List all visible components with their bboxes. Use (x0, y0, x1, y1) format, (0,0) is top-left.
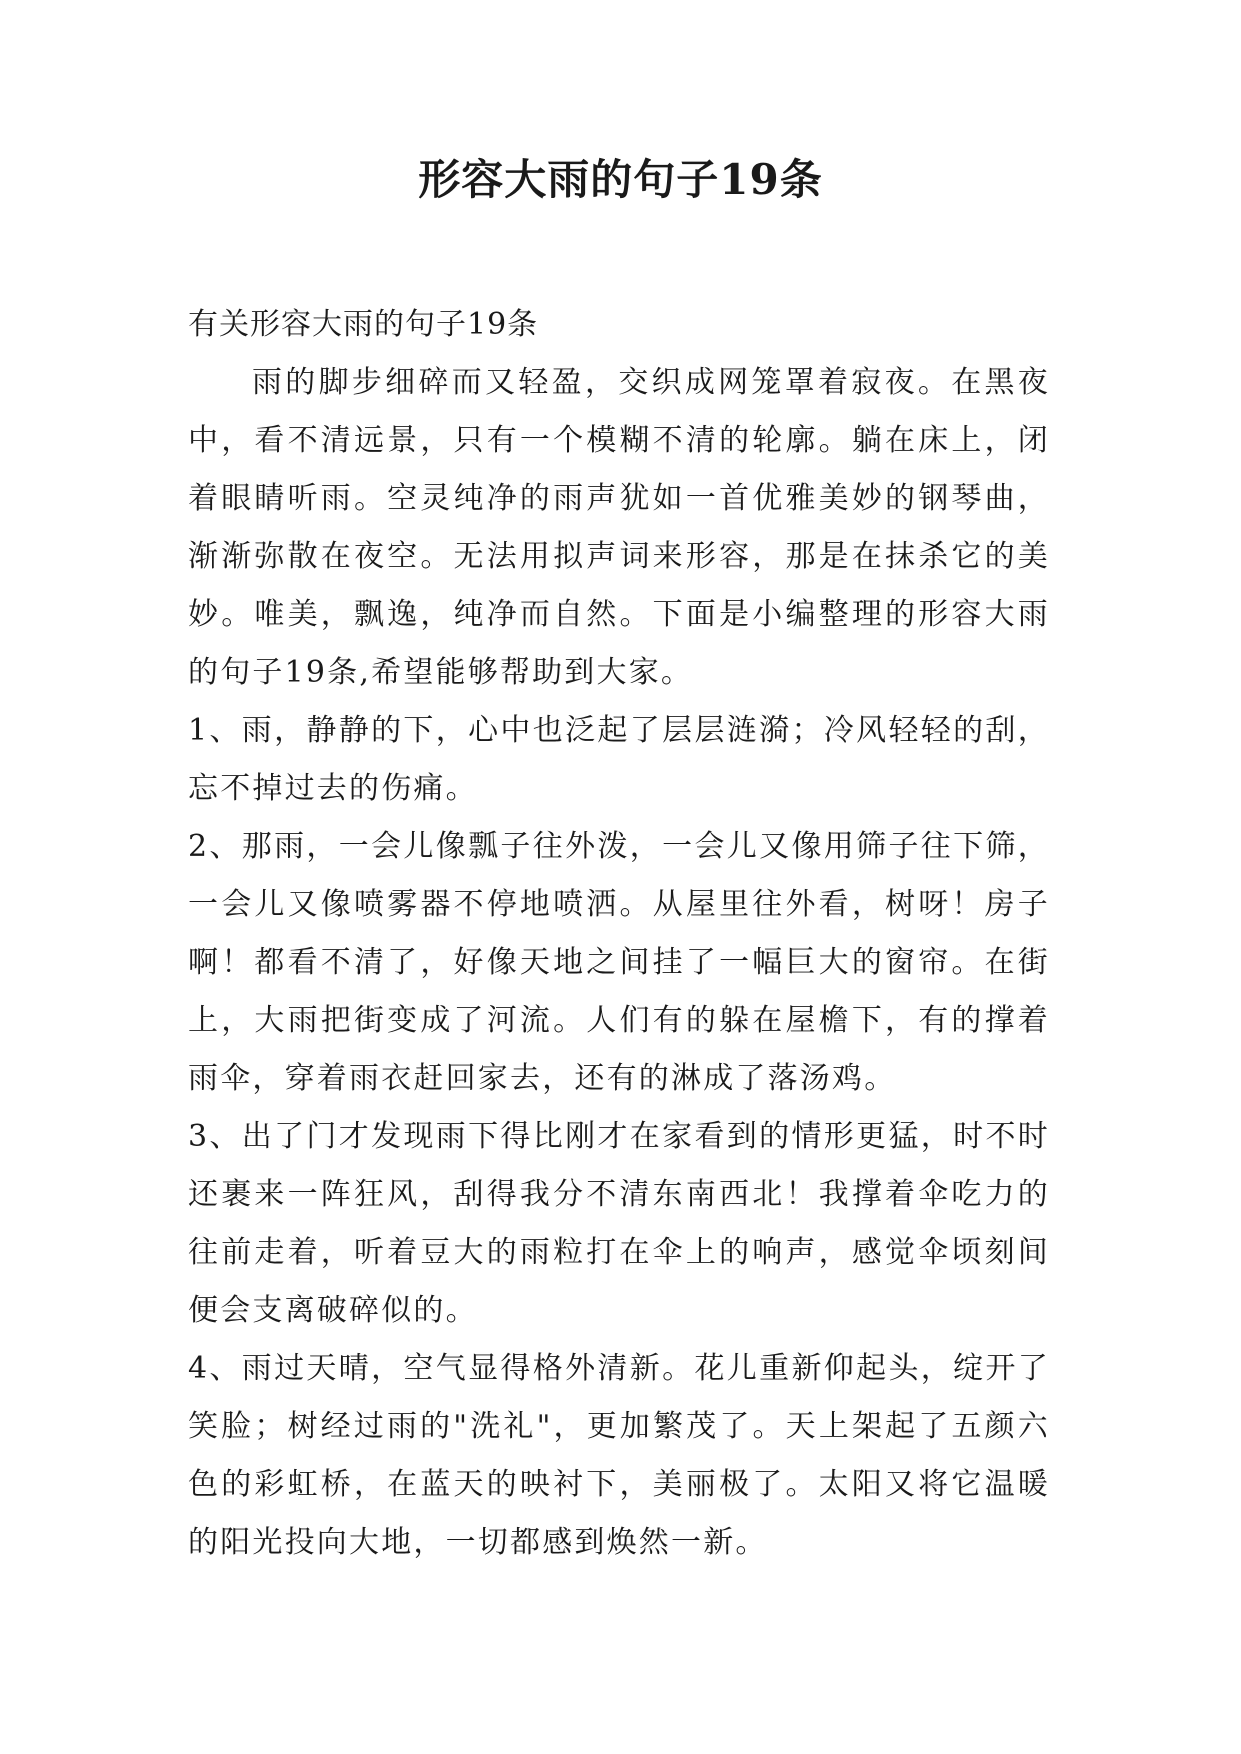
list-item: 2、那雨，一会儿像瓢子往外泼，一会儿又像用筛子往下筛，一会儿又像喷雾器不停地喷洒。从屋里往外看，树呀！房子啊！都看不清了，好像天地之间挂了一幅巨大的窗帘。在街上，大雨把街变成了河流。人们有的躲在屋檐下，有的撑着雨伞，穿着雨衣赶回家去，还有的淋成了落汤鸡。 (188, 829, 1050, 1096)
document-subtitle: 有关形容大雨的句子19条 (188, 307, 539, 342)
list-item: 1、雨，静静的下，心中也泛起了层层涟漪；冷风轻轻的刮，忘不掉过去的伤痛。 (188, 713, 1050, 806)
document-body (188, 296, 1050, 1572)
list-item: 3、出了门才发现雨下得比刚才在家看到的情形更猛，时不时还裹来一阵狂风，刮得我分不清东南西北！我撑着伞吃力的往前走着，听着豆大的雨粒打在伞上的响声，感觉伞顷刻间便会支离破碎似的。 (188, 1119, 1050, 1328)
intro-paragraph: 雨的脚步细碎而又轻盈，交织成网笼罩着寂夜。在黑夜中，看不清远景，只有一个模糊不清的轮廓。躺在床上，闭着眼睛听雨。空灵纯净的雨声犹如一首优雅美妙的钢琴曲，渐渐弥散在夜空。无法用拟声词来形容，那是在抹杀它的美妙。唯美，飘逸，纯净而自然。下面是小编整理的形容大雨的句子19条,希望能够帮助到大家。 (188, 365, 1050, 690)
document-title: 形容大雨的句子19条 (418, 155, 823, 204)
list-item: 4、雨过天晴，空气显得格外清新。花儿重新仰起头，绽开了笑脸；树经过雨的"洗礼"，更加繁茂了。天上架起了五颜六色的彩虹桥，在蓝天的映衬下，美丽极了。太阳又将它温暖的阳光投向大地，一切都感到焕然一新。 (188, 1351, 1050, 1560)
